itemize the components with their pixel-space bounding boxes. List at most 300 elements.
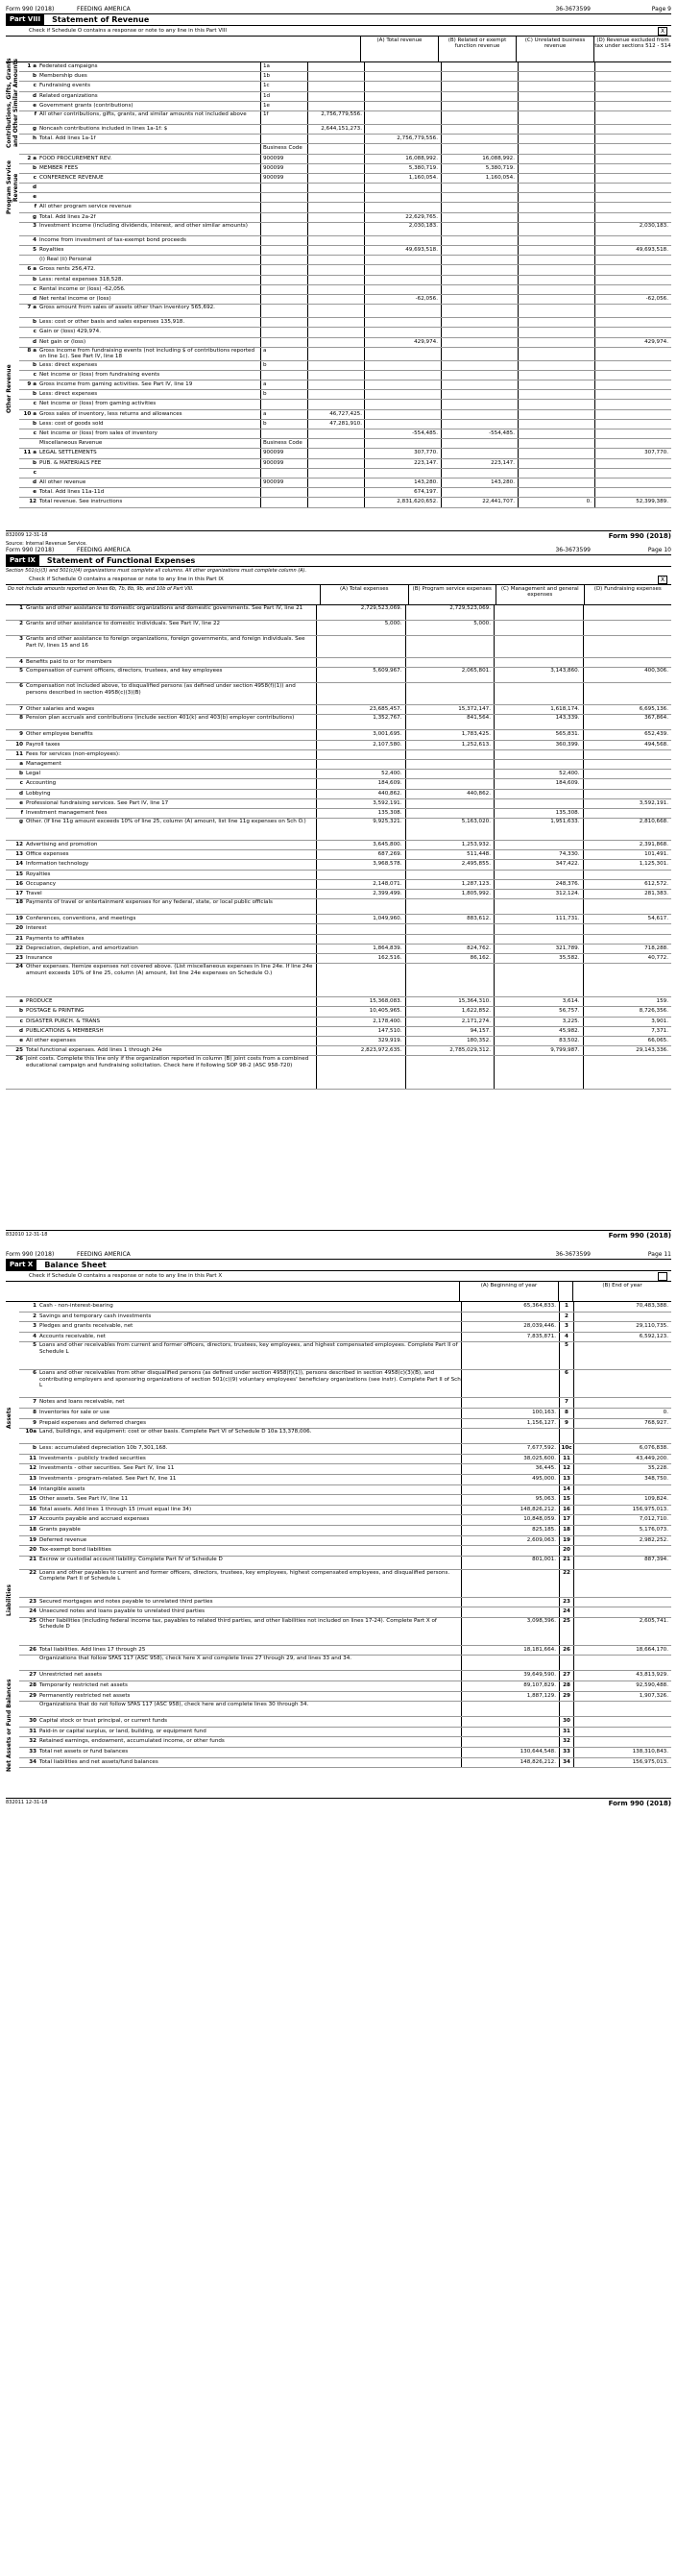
amount-col-d: 52,399,389.: [594, 498, 671, 506]
business-code: Business Code: [260, 144, 307, 153]
table-row: [19, 203, 671, 212]
line-number: c: [33, 401, 36, 407]
beginning-of-year: [461, 1570, 559, 1597]
end-of-year: 768,927.: [573, 1419, 671, 1429]
line-ref: 26: [559, 1646, 573, 1656]
amount-col-b: [405, 658, 495, 667]
amount-col-a: 1,352,767.: [316, 715, 405, 729]
amount-col-a: 162,516.: [316, 954, 405, 963]
line-number: 1: [33, 1303, 36, 1309]
table-row: [6, 945, 671, 954]
line-number: e: [19, 799, 23, 806]
beginning-of-year: 89,107,829.: [461, 1681, 559, 1691]
line-number: 2: [19, 621, 23, 626]
amount-col-a: [364, 144, 441, 153]
amount-col-c: [518, 410, 594, 419]
table-row: [6, 790, 671, 799]
table-row: [19, 223, 671, 236]
amount-col-c: 347,422.: [494, 860, 583, 869]
amount-col-c: [518, 439, 594, 448]
line-description: Office expenses: [26, 851, 69, 858]
amount-col-c: 83,502.: [494, 1037, 583, 1045]
table-row: [6, 683, 671, 705]
line-number: 4: [33, 1333, 36, 1339]
amount-col-a: [364, 82, 441, 90]
table-row: [6, 1046, 671, 1056]
amount-col-b: 511,448.: [405, 850, 495, 859]
amount-col-c: [494, 750, 583, 759]
line-description: Total revenue. See instructions: [39, 499, 123, 505]
line-number: 5: [19, 668, 23, 675]
sub-amount: [307, 390, 364, 399]
amount-col-c: 184,609.: [494, 779, 583, 788]
amount-col-d: [594, 390, 671, 399]
amount-col-a: 2,756,779,556.: [364, 135, 441, 143]
amount-col-c: [518, 400, 594, 408]
line-description: Conferences, conventions, and meetings: [26, 916, 136, 922]
amount-col-d: [594, 328, 671, 336]
line-description: Net income or (loss) from gaming activities: [39, 401, 157, 407]
amount-col-d: 54,617.: [583, 915, 672, 923]
part-header: [6, 1259, 671, 1271]
amount-col-d: [583, 1056, 672, 1089]
page-footer: 832009 12-31-18 Form 990 (2018): [6, 532, 671, 540]
table-row: [19, 1370, 671, 1398]
line-description: Intangible assets: [39, 1485, 85, 1492]
line-number: 14: [15, 861, 23, 868]
amount-col-d: [583, 899, 672, 914]
line-description: LEGAL SETTLEMENTS: [39, 450, 97, 456]
table-row: [19, 1342, 671, 1370]
amount-col-a: [364, 410, 441, 419]
sub-amount: [307, 338, 364, 347]
amount-col-a: [364, 193, 441, 202]
business-code: [260, 213, 307, 222]
sub-amount: [307, 348, 364, 360]
end-of-year: [573, 1398, 671, 1408]
line-description: Escrow or custodial account liability. Complete Part IV of Schedule D: [39, 1556, 223, 1562]
line-number: e: [33, 489, 36, 496]
amount-col-d: 307,770.: [594, 449, 671, 457]
amount-col-b: [441, 420, 518, 429]
line-ref: 22: [559, 1570, 573, 1597]
line-ref: 8: [559, 1409, 573, 1418]
line-description: [39, 184, 260, 192]
amount-col-d: 3,592,191.: [583, 799, 672, 808]
amount-col-b: [441, 449, 518, 457]
sub-amount: [307, 295, 364, 304]
amount-col-c: 312,124.: [494, 890, 583, 898]
amount-col-d: [594, 203, 671, 211]
sub-amount: [307, 429, 364, 438]
line-description: Membership dues: [39, 73, 87, 80]
table-row: [19, 72, 671, 82]
amount-col-b: 883,612.: [405, 915, 495, 923]
line-description: Fundraising events: [39, 83, 91, 89]
line-number: [19, 1656, 39, 1670]
line-number: 30: [29, 1718, 36, 1725]
amount-col-b: 22,441,707.: [441, 498, 518, 506]
line-description: Notes and loans receivable, net: [39, 1399, 125, 1406]
business-code: [260, 285, 307, 294]
amount-col-c: 9,799,987.: [494, 1046, 583, 1055]
amount-col-c: 360,399.: [494, 741, 583, 749]
beginning-of-year: [461, 1546, 559, 1556]
amount-col-d: 652,439.: [583, 730, 672, 739]
table-row: [19, 1444, 671, 1455]
amount-col-c: [518, 371, 594, 380]
line-description: PUBLICATIONS & MEMBERSH: [26, 1027, 104, 1034]
business-code: [260, 400, 307, 408]
end-of-year: 5,176,073.: [573, 1526, 671, 1535]
line-number: 20: [15, 925, 23, 932]
line-number: 8: [19, 715, 23, 722]
amount-col-a: [364, 236, 441, 245]
amount-col-d: [594, 193, 671, 202]
amount-col-a: 2,823,972,635.: [316, 1046, 405, 1055]
line-description: Payroll taxes: [26, 741, 60, 748]
table-row: [6, 954, 671, 964]
part-title: Statement of Revenue: [52, 15, 150, 24]
business-code: [260, 295, 307, 304]
sub-amount: [307, 498, 364, 506]
line-number: b: [32, 459, 36, 466]
line-description: Government grants (contributions): [39, 102, 133, 109]
amount-col-d: [594, 82, 671, 90]
beginning-of-year: 2,609,063.: [461, 1536, 559, 1546]
amount-col-c: [494, 935, 583, 944]
line-number: 10: [15, 741, 23, 748]
end-of-year: 7,012,710.: [573, 1515, 671, 1525]
beginning-of-year: 36,445.: [461, 1464, 559, 1474]
line-ref: 5: [559, 1342, 573, 1369]
amount-col-a: [364, 361, 441, 370]
table-row: [19, 1429, 671, 1444]
line-description: Total. Add lines 11a-11d: [39, 489, 105, 496]
table-row: [6, 779, 671, 789]
amount-col-d: [594, 420, 671, 429]
amount-col-c: [518, 246, 594, 255]
amount-col-a: [364, 420, 441, 429]
amount-col-a: 5,380,719.: [364, 164, 441, 173]
amount-col-c: [518, 305, 594, 317]
line-number: 7: [33, 1399, 36, 1406]
table-row: [19, 1485, 671, 1496]
beginning-of-year: 38,025,600.: [461, 1455, 559, 1464]
beginning-of-year: 7,677,592.: [461, 1444, 559, 1454]
line-description: Less: direct expenses: [39, 391, 98, 398]
amount-col-d: [594, 439, 671, 448]
line-description: Investment income (including dividends, interest, and other similar amounts): [39, 222, 248, 229]
amount-col-a: 429,974.: [364, 338, 441, 347]
line-number: 26: [15, 1056, 23, 1063]
amount-col-c: [518, 429, 594, 438]
sub-amount: 2,756,779,556.: [307, 111, 364, 124]
line-description: Inventories for sale or use: [39, 1409, 110, 1415]
table-row: [6, 658, 671, 668]
table-row: [19, 276, 671, 285]
amount-col-a: 2,148,071.: [316, 880, 405, 889]
col-b-header: (B) Related or exempt function revenue: [438, 37, 516, 61]
table-row: [19, 449, 671, 458]
line-description: Unsecured notes and loans payable to unrelated third parties: [39, 1608, 206, 1615]
line-number: 3: [33, 1323, 36, 1330]
line-number: 16: [29, 1506, 36, 1512]
business-code: 900099: [260, 174, 307, 183]
amount-col-d: [583, 935, 672, 944]
line-number: 2: [33, 1313, 36, 1319]
business-code: 900099: [260, 155, 307, 163]
line-description: CONFERENCE REVENUE: [39, 174, 104, 181]
amount-col-c: 52,400.: [494, 770, 583, 778]
table-row: [19, 1398, 671, 1409]
end-of-year: [573, 1656, 671, 1670]
line-number: 11: [15, 750, 23, 757]
business-code: 900099: [260, 459, 307, 468]
amount-col-c: 135,308.: [494, 809, 583, 818]
amount-col-c: [494, 658, 583, 667]
line-description: Total. Add lines 1a-1f: [39, 135, 96, 142]
amount-col-b: 2,171,274.: [405, 1018, 495, 1026]
line-number: f: [34, 110, 36, 117]
line-description: Paid-in or capital surplus, or land, building, or equipment fund: [39, 1728, 206, 1734]
line-number: f: [34, 204, 36, 210]
table-row: [19, 1681, 671, 1692]
line-number: b: [32, 73, 36, 80]
table-row: [6, 1007, 671, 1017]
sub-amount: [307, 371, 364, 380]
end-of-year: 887,394.: [573, 1557, 671, 1569]
table-row: [6, 621, 671, 636]
page-header: [6, 1249, 671, 1259]
table-row: [19, 193, 671, 203]
amount-col-a: 22,629,765.: [364, 213, 441, 222]
amount-col-b: 16,088,992.: [441, 155, 518, 163]
amount-col-a: 2,030,183.: [364, 223, 441, 235]
beginning-of-year: 495,000.: [461, 1475, 559, 1484]
amount-col-b: 1,252,613.: [405, 741, 495, 749]
column-headers: [6, 1282, 671, 1302]
line-number: e: [33, 102, 36, 109]
amount-col-b: [405, 809, 495, 818]
table-row: [19, 469, 671, 478]
table-row: [6, 705, 671, 715]
table-row: [19, 1322, 671, 1333]
amount-col-a: 5,000.: [316, 621, 405, 635]
amount-col-a: 440,862.: [316, 790, 405, 798]
form-label: Form 990 (2018): [6, 1250, 55, 1258]
sub-amount: [307, 380, 364, 389]
amount-col-a: 5,609,967.: [316, 668, 405, 682]
amount-col-d: 66,065.: [583, 1037, 672, 1045]
line-description: Interest: [26, 925, 47, 932]
line-description: Payments to affiliates: [26, 935, 85, 942]
line-number: 10 a: [23, 410, 36, 417]
line-ref: 21: [559, 1557, 573, 1569]
line-number: 12: [15, 842, 23, 848]
amount-col-a: 49,693,518.: [364, 246, 441, 255]
table-row: [6, 924, 671, 934]
line-description: POSTAGE & PRINTING: [26, 1008, 85, 1015]
amount-col-d: [594, 478, 671, 487]
line-description: Noncash contributions included in lines 1a-1f: $: [39, 125, 168, 132]
table-row: [19, 256, 671, 265]
line-description: Gross amount from sales of assets other than inventory 565,692.: [39, 305, 215, 311]
business-code: [260, 469, 307, 478]
line-number: 6: [33, 1370, 36, 1377]
line-description: Pledges and grants receivable, net: [39, 1323, 133, 1330]
amount-col-d: 49,693,518.: [594, 246, 671, 255]
side-label-program: Program Service Revenue: [6, 159, 19, 215]
line-number: 6 a: [27, 266, 36, 273]
amount-col-b: 143,280.: [441, 478, 518, 487]
amount-col-b: 86,162.: [405, 954, 495, 963]
table-row: [19, 1570, 671, 1598]
end-of-year: [573, 1342, 671, 1369]
end-of-year: 1,907,326.: [573, 1692, 671, 1702]
amount-col-c: [518, 62, 594, 71]
line-number: 15: [15, 871, 23, 877]
line-number: c: [33, 469, 36, 476]
amount-col-b: 15,364,310.: [405, 997, 495, 1006]
end-of-year: 18,664,170.: [573, 1646, 671, 1656]
table-row: [19, 348, 671, 361]
business-code: [260, 276, 307, 284]
beginning-of-year: 18,181,664.: [461, 1646, 559, 1656]
table-row: [6, 730, 671, 740]
amount-col-b: [405, 799, 495, 808]
line-number: 7 a: [27, 305, 36, 311]
table-row: [6, 915, 671, 924]
amount-col-b: [441, 305, 518, 317]
sub-amount: [307, 102, 364, 110]
table-row: [19, 265, 671, 275]
schedule-o-checkbox[interactable]: X: [658, 576, 667, 584]
schedule-o-checkbox[interactable]: X: [658, 27, 667, 36]
amount-col-a: [364, 400, 441, 408]
amount-col-d: [594, 111, 671, 124]
line-description: PUB. & MATERIALS FEE: [39, 459, 102, 466]
table-row: [19, 305, 671, 318]
line-number: b: [32, 420, 36, 427]
beginning-of-year: 65,364,833.: [461, 1302, 559, 1312]
amount-col-a: 9,925,321.: [316, 819, 405, 840]
sub-amount: 47,281,910.: [307, 420, 364, 429]
sub-amount: [307, 72, 364, 81]
amount-col-d: [594, 256, 671, 264]
amount-col-c: [518, 318, 594, 327]
amount-col-a: -554,485.: [364, 429, 441, 438]
sub-amount: [307, 256, 364, 264]
amount-col-c: 74,330.: [494, 850, 583, 859]
table-row: [19, 380, 671, 390]
line-ref: 23: [559, 1598, 573, 1607]
amount-col-a: [364, 265, 441, 274]
sub-amount: [307, 449, 364, 457]
amount-col-b: [405, 750, 495, 759]
line-description: Depreciation, depletion, and amortization: [26, 945, 138, 951]
business-code: a: [260, 380, 307, 389]
table-row: [19, 1717, 671, 1728]
amount-col-c: [518, 469, 594, 478]
business-code: 900099: [260, 164, 307, 173]
table-row: [6, 770, 671, 779]
table-row: [19, 102, 671, 111]
line-description: Retained earnings, endowment, accumulated income, or other funds: [39, 1738, 225, 1745]
line-description: Total functional expenses. Add lines 1 through 24e: [26, 1047, 162, 1054]
table-row: [19, 1475, 671, 1485]
ein: 36-3673599: [555, 5, 591, 12]
line-number: 3: [19, 636, 23, 642]
line-number: 32: [29, 1738, 36, 1745]
amount-col-c: [494, 621, 583, 635]
part-header: [6, 13, 671, 26]
line-description: Grants payable: [39, 1526, 81, 1533]
line-number: 8 a: [27, 347, 36, 354]
line-description: Royalties: [26, 871, 51, 877]
table-row: [6, 750, 671, 760]
table-row: [19, 213, 671, 223]
line-description: Income from investment of tax-exempt bond proceeds: [39, 236, 186, 243]
line-number: 9: [33, 1419, 36, 1426]
amount-col-a: [364, 469, 441, 478]
end-of-year: [573, 1429, 671, 1443]
amount-col-a: 2,729,523,069.: [316, 605, 405, 620]
amount-col-d: [594, 92, 671, 101]
line-number: d: [18, 790, 23, 797]
table-row: [19, 82, 671, 91]
sub-amount: [307, 164, 364, 173]
business-code: a: [260, 410, 307, 419]
table-row: [6, 1037, 671, 1046]
amount-col-c: [518, 125, 594, 134]
line-number: 2 a: [27, 155, 36, 161]
table-row: [19, 420, 671, 429]
amount-col-d: 281,383.: [583, 890, 672, 898]
org-name: FEEDING AMERICA: [77, 1250, 131, 1258]
line-description: Pension plan accruals and contributions (include section 401(k) and 403(b) employer contributions): [26, 715, 295, 722]
amount-col-d: 29,143,336.: [583, 1046, 672, 1055]
line-description: Accounts receivable, net: [39, 1333, 106, 1339]
column-note: Do not include amounts reported on lines 6b, 7b, 8b, 9b, and 10b of Part VIII.: [8, 586, 194, 592]
amount-col-c: 45,982.: [494, 1027, 583, 1036]
line-ref: 2: [559, 1313, 573, 1322]
schedule-o-checkbox[interactable]: [658, 1272, 667, 1281]
sub-amount: [307, 400, 364, 408]
line-description: Travel: [26, 891, 42, 896]
line-number: [19, 439, 39, 448]
line-number: g: [32, 213, 36, 220]
line-description: FOOD PROCUREMENT REV.: [39, 155, 112, 161]
beginning-of-year: 39,649,590.: [461, 1671, 559, 1681]
line-number: a: [19, 760, 23, 767]
amount-col-c: [494, 924, 583, 933]
amount-col-d: [594, 72, 671, 81]
amount-col-c: 3,614.: [494, 997, 583, 1006]
line-description: Benefits paid to or for members: [26, 659, 112, 665]
end-of-year: 35,228.: [573, 1464, 671, 1474]
line-number: 1 a: [27, 63, 36, 69]
beginning-of-year: 1,887,129.: [461, 1692, 559, 1702]
amount-col-a: 15,368,083.: [316, 997, 405, 1006]
form-label: Form 990 (2018): [6, 546, 55, 553]
amount-col-c: [518, 265, 594, 274]
beginning-of-year: [461, 1737, 559, 1747]
amount-col-b: 2,785,029,312.: [405, 1046, 495, 1055]
amount-col-c: 143,339.: [494, 715, 583, 729]
end-of-year: 156,975,013.: [573, 1506, 671, 1515]
amount-col-b: [441, 328, 518, 336]
